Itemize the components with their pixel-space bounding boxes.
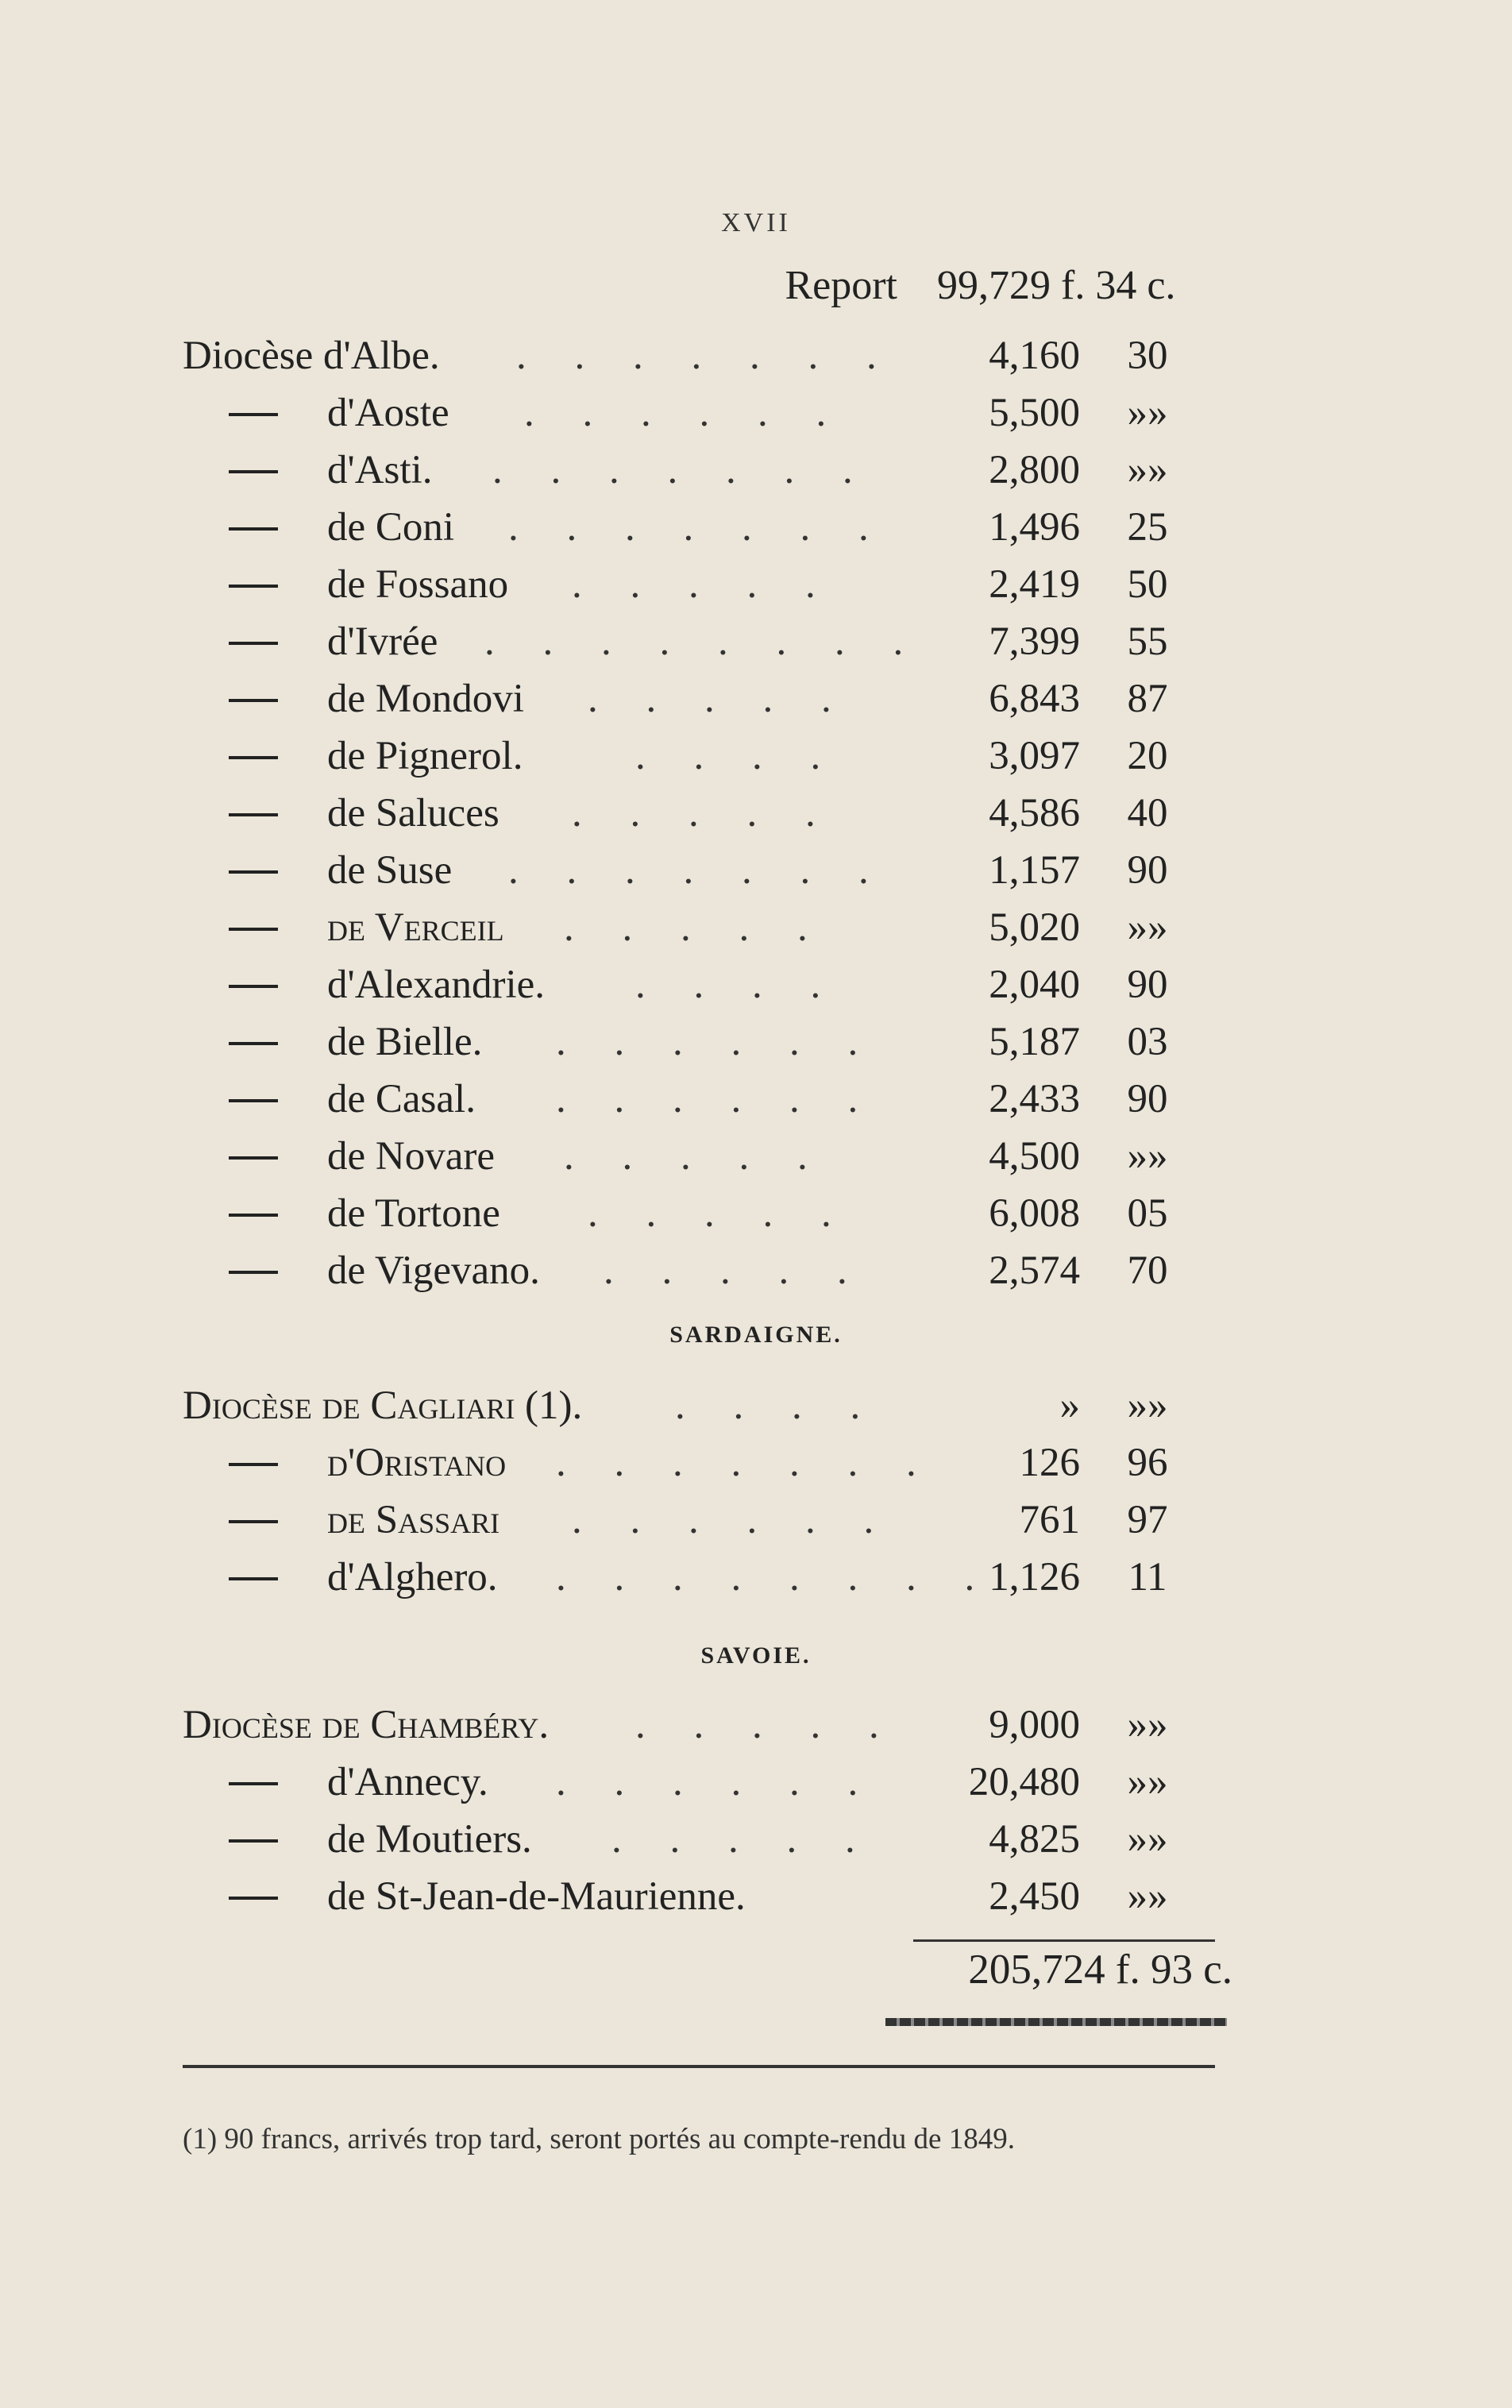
ditto-dash [229, 1520, 278, 1523]
section-heading-savoie: SAVOIE. [700, 1642, 812, 1669]
leader-dots: . . . . . . [556, 1020, 878, 1064]
amount-cents: 90 [1127, 848, 1168, 893]
total-rule [913, 1939, 1215, 1942]
ditto-dash [229, 1897, 278, 1900]
diocese-row [0, 442, 1512, 499]
leader-dots: . . . . . [635, 1703, 898, 1747]
leader-dots: . . . . [635, 963, 840, 1007]
amount-cents: 25 [1127, 505, 1168, 550]
diocese-name: de Casal. [327, 1077, 476, 1121]
ditto-dash [229, 1271, 278, 1274]
leader-dots: . . . . . . [572, 1498, 893, 1542]
ditto-dash [229, 813, 278, 816]
diocese-row [0, 1377, 1512, 1434]
leader-dots: . . . . . . . . [484, 619, 923, 664]
diocese-row [0, 899, 1512, 956]
diocese-name: de Pignerol. [327, 734, 523, 778]
amount-cents: »» [1127, 448, 1168, 492]
amount-francs: » [1059, 1383, 1080, 1428]
amount-cents: 03 [1127, 1020, 1168, 1064]
amount-francs: 4,160 [989, 334, 1080, 378]
leader-dots: . . . . . . . . [556, 1555, 994, 1600]
ditto-dash [229, 1463, 278, 1466]
page-folio: XVII [721, 208, 791, 237]
ditto-dash [229, 699, 278, 702]
diocese-name: d'Annecy. [327, 1760, 488, 1804]
total-amount: 205,724 f. 93 c. [968, 1947, 1232, 1993]
leader-dots: . . . . . [564, 1134, 827, 1179]
leader-dots: . . . . . [588, 677, 850, 721]
leader-dots: . . . . . [588, 1191, 850, 1236]
report-row [0, 262, 1512, 326]
diocese-name: Diocèse de Cagliari (1). [183, 1383, 583, 1428]
amount-cents: »» [1127, 1134, 1168, 1179]
diocese-row [0, 1013, 1512, 1071]
ditto-dash [229, 870, 278, 874]
diocese-name: d'Alghero. [327, 1555, 498, 1600]
footnote: (1) 90 francs, arrivés trop tard, seront portés au compte-rendu de 1849. [183, 2123, 1015, 2155]
diocese-name: de Saluces [327, 791, 499, 835]
diocese-row [0, 842, 1512, 899]
leader-dots: . . . . . [572, 791, 835, 835]
diocese-row [0, 1071, 1512, 1128]
amount-francs: 2,040 [989, 963, 1080, 1007]
amount-francs: 2,433 [989, 1077, 1080, 1121]
ditto-dash [229, 642, 278, 645]
diocese-name: de Verceil [327, 905, 504, 950]
amount-cents: »» [1127, 1817, 1168, 1862]
diocese-row [0, 613, 1512, 670]
ditto-dash [229, 1839, 278, 1843]
amount-francs: 20,480 [968, 1760, 1080, 1804]
diocese-row [0, 956, 1512, 1013]
diocese-name: de Suse [327, 848, 453, 893]
diocese-name: d'Asti. [327, 448, 433, 492]
amount-cents: 05 [1127, 1191, 1168, 1236]
diocese-name: de Mondovi [327, 677, 524, 721]
leader-dots: . . . . . [604, 1248, 866, 1293]
amount-francs: 4,500 [989, 1134, 1080, 1179]
leader-dots: . . . . . . [524, 391, 846, 435]
section-heading-sardaigne: SARDAIGNE. [669, 1322, 843, 1348]
diocese-name: de Sassari [327, 1498, 500, 1542]
diocese-name: de Novare [327, 1134, 495, 1179]
diocese-name: de Vigevano. [327, 1248, 540, 1293]
report-amount: 99,729 f. 34 c. [937, 263, 1176, 308]
ditto-dash [229, 413, 278, 416]
amount-francs: 5,500 [989, 391, 1080, 435]
diocese-row [0, 1491, 1512, 1549]
diocese-name: de Moutiers. [327, 1817, 532, 1862]
leader-dots: . . . . . . . [492, 448, 872, 492]
ditto-dash [229, 1577, 278, 1580]
amount-cents: 11 [1128, 1555, 1167, 1600]
diocese-name: Diocèse d'Albe. [183, 334, 440, 378]
amount-cents: 70 [1127, 1248, 1168, 1293]
diocese-row [0, 1868, 1512, 1925]
diocese-row [0, 1811, 1512, 1868]
amount-cents: 20 [1127, 734, 1168, 778]
diocese-row [0, 327, 1512, 384]
amount-cents: 87 [1127, 677, 1168, 721]
diocese-row [0, 785, 1512, 842]
leader-dots: . . . . [635, 734, 840, 778]
amount-francs: 2,800 [989, 448, 1080, 492]
diocese-name: de Tortone [327, 1191, 500, 1236]
amount-cents: 30 [1127, 334, 1168, 378]
ditto-dash [229, 527, 278, 531]
leader-dots: . . . . . . [556, 1077, 878, 1121]
amount-cents: »» [1127, 1874, 1168, 1919]
leader-dots: . . . . . . . [508, 848, 888, 893]
amount-francs: 126 [1019, 1441, 1080, 1485]
amount-cents: »» [1127, 1703, 1168, 1747]
diocese-row [0, 1754, 1512, 1811]
diocese-name: Diocèse de Chambéry. [183, 1703, 550, 1747]
diocese-row [0, 499, 1512, 556]
amount-cents: 55 [1127, 619, 1168, 664]
diocese-name: de Bielle. [327, 1020, 483, 1064]
amount-cents: »» [1127, 391, 1168, 435]
amount-cents: »» [1127, 905, 1168, 950]
total-row [0, 1946, 1512, 2009]
amount-francs: 4,586 [989, 791, 1080, 835]
decorative-rule [885, 2018, 1227, 2026]
diocese-name: d'Oristano [327, 1441, 507, 1485]
leader-dots: . . . . . . . [516, 334, 896, 378]
footnote-rule [183, 2065, 1215, 2068]
ditto-dash [229, 1782, 278, 1785]
ditto-dash [229, 985, 278, 988]
diocese-name: d'Aoste [327, 391, 449, 435]
amount-francs: 7,399 [989, 619, 1080, 664]
diocese-name: de Fossano [327, 562, 509, 607]
amount-francs: 761 [1019, 1498, 1080, 1542]
report-label: Report [785, 263, 897, 308]
leader-dots: . . . . . . . [556, 1441, 935, 1485]
amount-cents: 97 [1127, 1498, 1168, 1542]
amount-francs: 1,496 [989, 505, 1080, 550]
leader-dots: . . . . . [572, 562, 835, 607]
leader-dots: . . . . . [564, 905, 827, 950]
amount-francs: 9,000 [989, 1703, 1080, 1747]
ditto-dash [229, 756, 278, 759]
ditto-dash [229, 470, 278, 473]
diocese-row [0, 384, 1512, 442]
ditto-dash [229, 1156, 278, 1160]
amount-francs: 1,126 [989, 1555, 1080, 1600]
amount-francs: 6,008 [989, 1191, 1080, 1236]
leader-dots: . . . . . [611, 1817, 874, 1862]
diocese-row [0, 727, 1512, 785]
amount-francs: 1,157 [989, 848, 1080, 893]
amount-cents: »» [1127, 1760, 1168, 1804]
ditto-dash [229, 1214, 278, 1217]
amount-francs: 5,187 [989, 1020, 1080, 1064]
diocese-name: d'Alexandrie. [327, 963, 546, 1007]
amount-cents: 40 [1127, 791, 1168, 835]
amount-cents: »» [1127, 1383, 1168, 1428]
diocese-row [0, 1434, 1512, 1491]
diocese-name: d'Ivrée [327, 619, 438, 664]
diocese-row [0, 556, 1512, 613]
amount-cents: 90 [1127, 1077, 1168, 1121]
diocese-row [0, 1549, 1512, 1606]
diocese-row [0, 1185, 1512, 1242]
diocese-row [0, 1242, 1512, 1299]
leader-dots: . . . . . . . [508, 505, 888, 550]
leader-dots: . . . . . . [556, 1760, 878, 1804]
diocese-name: de St-Jean-de-Maurienne. [327, 1874, 746, 1919]
diocese-row [0, 1696, 1512, 1754]
leader-dots: . . . . [675, 1383, 880, 1428]
amount-cents: 90 [1127, 963, 1168, 1007]
amount-francs: 2,450 [989, 1874, 1080, 1919]
amount-francs: 3,097 [989, 734, 1080, 778]
amount-francs: 5,020 [989, 905, 1080, 950]
ditto-dash [229, 1042, 278, 1045]
amount-cents: 96 [1127, 1441, 1168, 1485]
ditto-dash [229, 585, 278, 588]
diocese-row [0, 1128, 1512, 1185]
amount-francs: 2,574 [989, 1248, 1080, 1293]
diocese-row [0, 670, 1512, 727]
amount-francs: 4,825 [989, 1817, 1080, 1862]
amount-francs: 6,843 [989, 677, 1080, 721]
ditto-dash [229, 928, 278, 931]
ditto-dash [229, 1099, 278, 1102]
diocese-name: de Coni [327, 505, 455, 550]
amount-cents: 50 [1127, 562, 1168, 607]
amount-francs: 2,419 [989, 562, 1080, 607]
